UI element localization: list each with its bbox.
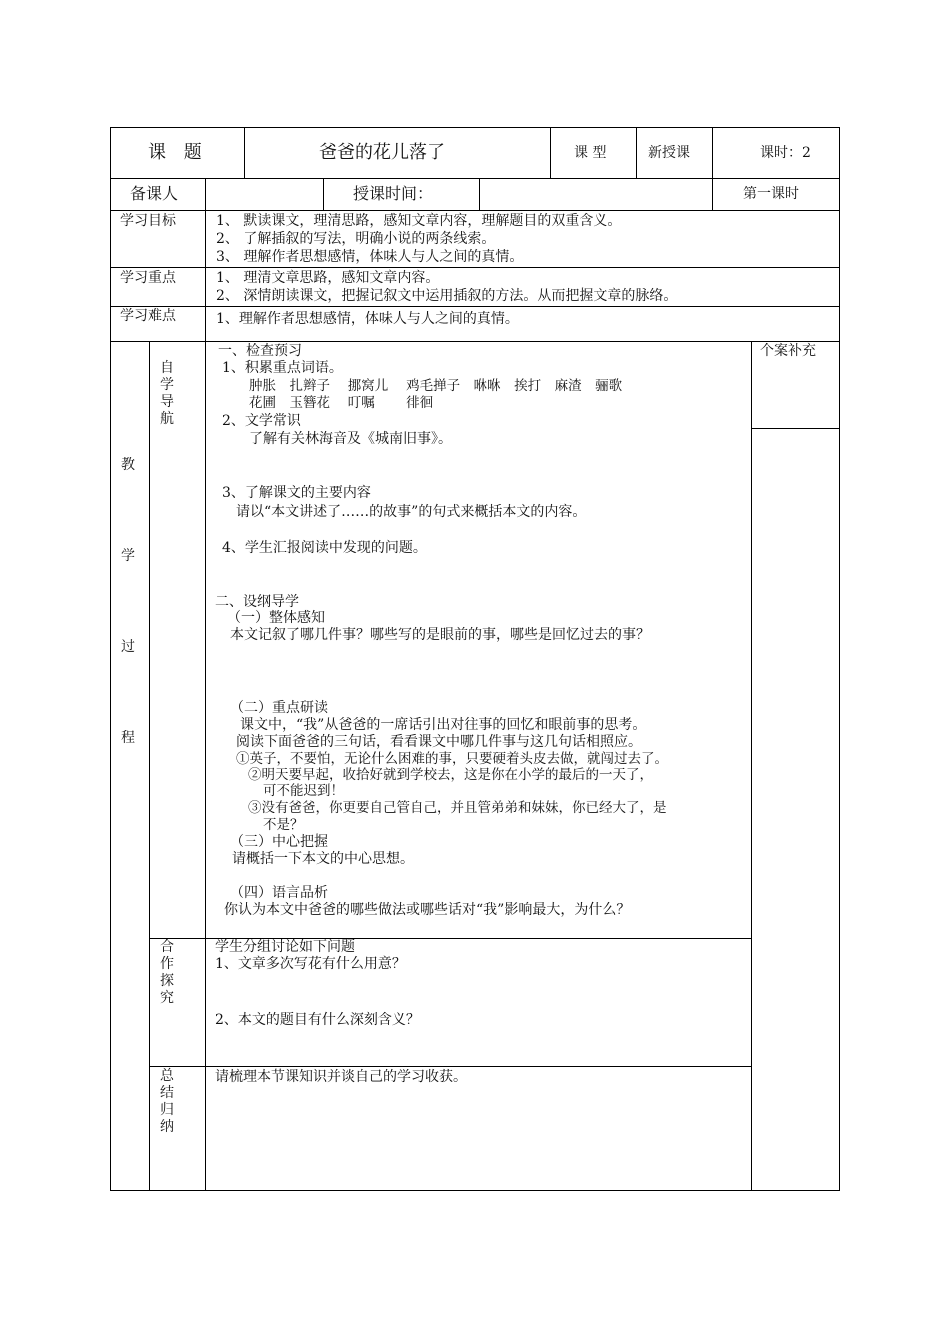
goal-item: 2、 了解插叙的写法，明确小说的两条线索。 [216,231,496,247]
summary-line: 请梳理本节课知识并谈自己的学习收获。 [215,1069,467,1085]
self-study-label: 自学导航 [160,360,174,427]
self-study-line: （三）中心把握 [230,834,328,850]
difficulty-label: 学习难点 [120,308,176,324]
section-heading: 一、检查预习 [218,343,302,359]
table-rule [110,341,840,342]
difficulty-item: 1、理解作者思想感情，体味人与人之间的真情。 [216,311,519,327]
cooperation-line: 2、本文的题目有什么深刻含义？ [215,1012,420,1028]
table-rule [244,127,245,178]
quote-line: ①英子，不要怕，无论什么困难的事，只要硬着头皮去做，就闯过去了。 [236,751,668,767]
lesson-title: 爸爸的花儿落了 [319,142,445,163]
cooperation-line: 1、文章多次写花有什么用意？ [215,956,406,972]
supplement-label: 个案补充 [760,343,816,359]
table-rule [149,341,150,1191]
time-label: 授课时间： [353,184,434,203]
self-study-line: （四）语言品析 [230,885,328,901]
process-label: 教学过程 [121,457,135,746]
key-points-label: 学习重点 [120,270,176,286]
self-study-line: 阅读下面爸爸的三句话，看看课文中哪几件事与这几句话相照应。 [236,734,642,750]
table-rule [205,210,206,341]
key-point-item: 2、 深情朗读课文，把握记叙文中运用插叙的方法。从而把握文章的脉络。 [216,288,678,304]
table-rule [712,127,713,178]
table-rule [751,428,840,429]
goal-item: 1、 默读课文，理清思路，感知文章内容，理解题目的双重含义。 [216,213,622,229]
table-border-top [110,127,840,128]
section-heading: 二、设纲导学 [215,594,299,610]
table-rule [751,341,752,1191]
table-rule [110,306,840,307]
summary-label: 总结归纳 [160,1068,174,1135]
table-rule [712,178,713,210]
vocabulary-line: 肿胀 扎辫子 挪窝儿 鸡毛掸子 咻咻 挨打 麻渣 骊歌 [249,378,623,394]
table-border-bottom [110,1190,840,1191]
topic-label: 课 题 [148,142,208,163]
cooperation-line: 学生分组讨论如下问题 [215,939,355,955]
table-rule [110,210,840,211]
self-study-line: 你认为本文中爸爸的哪些做法或哪些话对“我”影响最大，为什么？ [224,902,631,918]
table-rule [149,1066,751,1067]
preparer-label: 备课人 [130,184,179,203]
table-rule [110,178,840,179]
table-border-left [110,127,111,1191]
quote-line: 不是？ [263,817,304,833]
table-rule [479,178,480,210]
hours: 课时：2 [760,145,811,161]
period: 第一课时 [743,186,799,202]
self-study-line: 本文记叙了哪几件事？哪些写的是眼前的事，哪些是回忆过去的事？ [230,627,650,643]
goals-label: 学习目标 [120,213,176,229]
table-rule [636,127,637,178]
self-study-line: 3、了解课文的主要内容 [222,485,371,501]
quote-line: ②明天要早起，收拾好就到学校去，这是你在小学的最后的一天了， [248,767,653,783]
table-border-right [839,127,840,1191]
self-study-line: 请以“本文讲述了……的故事”的句式来概括本文的内容。 [236,504,587,520]
self-study-line: 1、积累重点词语。 [222,360,343,376]
self-study-line: 了解有关林海音及《城南旧事》。 [249,431,452,447]
table-rule [205,341,206,1191]
table-rule [550,127,551,178]
cooperation-label: 合作探究 [160,939,174,1006]
self-study-line: （一）整体感知 [227,610,325,626]
table-rule [110,267,840,268]
quote-line: 可不能迟到！ [263,783,344,799]
self-study-line: 课文中，“我”从爸爸的一席话引出对往事的回忆和眼前事的思考。 [240,717,647,733]
quote-line: ③没有爸爸，你更要自己管自己，并且管弟弟和妹妹，你已经大了，是 [248,800,667,816]
goal-item: 3、 理解作者思想感情，体味人与人之间的真情。 [216,249,524,265]
table-rule [205,178,206,210]
type-label: 课 型 [574,145,607,161]
vocabulary-line: 花圃 玉簪花 叮嘱 徘徊 [249,395,434,411]
self-study-line: 请概括一下本文的中心思想。 [232,851,414,867]
type-value: 新授课 [648,145,690,161]
self-study-line: 2、文学常识 [222,413,301,429]
key-point-item: 1、 理清文章思路，感知文章内容。 [216,270,440,286]
self-study-line: （二）重点研读 [230,700,328,716]
table-rule [323,178,324,210]
self-study-line: 4、学生汇报阅读中发现的问题。 [222,540,427,556]
